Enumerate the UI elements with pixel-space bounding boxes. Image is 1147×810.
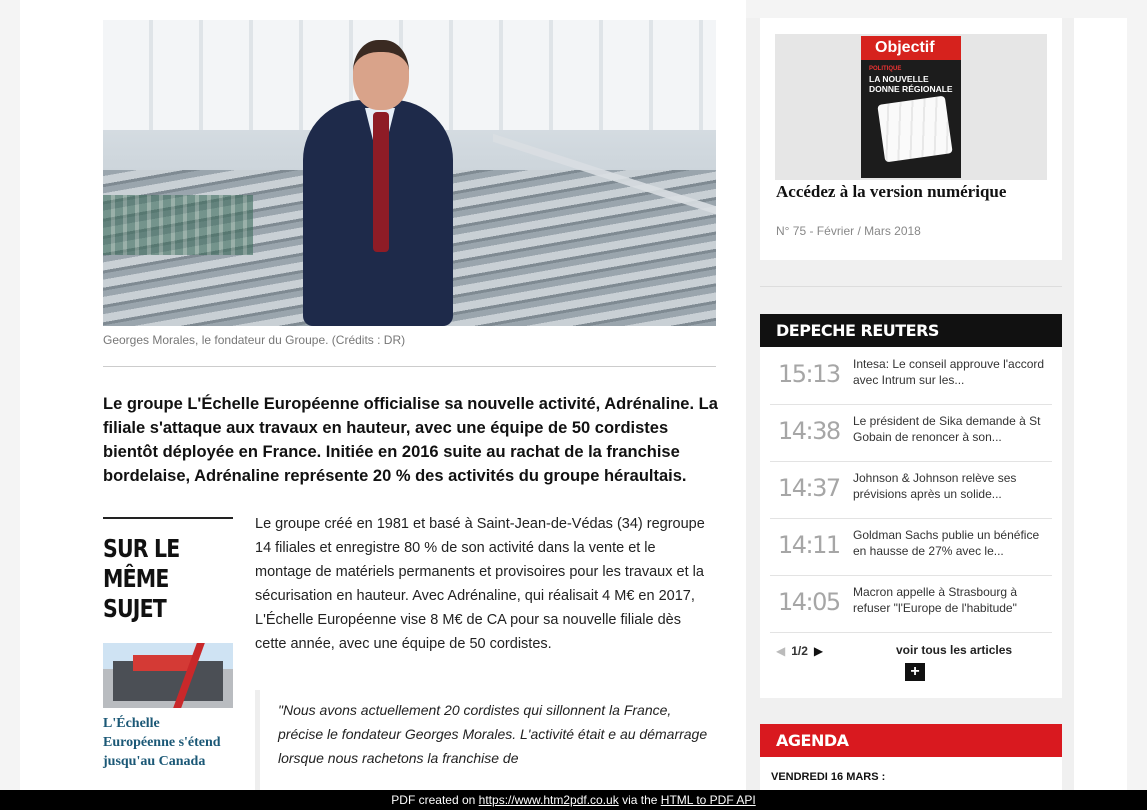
reuters-headline[interactable]: Johnson & Johnson relève ses prévisions après un solide...	[853, 471, 1017, 501]
see-all-articles-link[interactable]: voir tous les articles	[896, 643, 1013, 657]
article-hero-photo	[103, 20, 716, 326]
footer-middle: via the	[622, 793, 658, 807]
magazine-issue: N° 75 - Février / Mars 2018	[776, 224, 921, 238]
photo-tie	[373, 112, 389, 252]
reuters-item[interactable]	[770, 348, 1052, 405]
plus-button[interactable]: +	[905, 663, 925, 681]
footer-api-link[interactable]: HTML to PDF API	[660, 793, 756, 807]
cover-cards-illustration	[877, 96, 952, 163]
photo-head	[353, 40, 409, 110]
reuters-time: 14:11	[778, 531, 840, 559]
pager-indicator: 1/2	[791, 644, 808, 658]
reuters-time: 14:37	[778, 474, 840, 502]
reuters-headline[interactable]: Macron appelle à Strasbourg à refuser "l'Europe de l'habitude"	[853, 585, 1018, 615]
reuters-item[interactable]	[770, 462, 1052, 519]
related-divider	[103, 517, 233, 519]
photo-green-profiles	[103, 195, 253, 255]
reuters-time: 14:38	[778, 417, 840, 445]
related-article-link[interactable]: L'Échelle Européenne s'étend jusqu'au Canada	[103, 716, 221, 769]
reuters-headline[interactable]: Goldman Sachs publie un bénéfice en hausse de 27% avec le...	[853, 528, 1040, 558]
magazine-title-link[interactable]: Accédez à la version numérique	[776, 182, 1007, 201]
magazine-cover[interactable]	[861, 36, 961, 178]
reuters-item[interactable]	[770, 519, 1052, 576]
footer-site-link[interactable]: https://www.htm2pdf.co.uk	[478, 793, 619, 807]
prev-page-arrow-icon[interactable]: ◀	[776, 644, 786, 658]
caption-divider	[103, 366, 716, 367]
photo-caption: Georges Morales, le fondateur du Groupe. (Crédits : DR)	[103, 333, 406, 347]
photo-person	[303, 40, 453, 326]
related-thumbnail[interactable]	[103, 643, 233, 708]
article-body: Le groupe créé en 1981 et basé à Saint-Jean-de-Védas (34) regroupe 14 filiales et enregistre 80 % de son activité dans la vente et le montage de matériels permanents et provisoires pour les travaux et la sécurisation en hauteur. Avec Adrénaline, qui réalisait 4 M€ en 2017, L'Échelle Européenne vise 8 M€ de CA pour sa nouvelle filiale dès cette année, avec une équipe de 50 cordistes.	[255, 516, 705, 652]
related-heading: SUR LE MÊME SUJET	[103, 534, 180, 623]
thumbnail-sign	[133, 655, 193, 671]
reuters-time: 14:05	[778, 588, 840, 616]
photo-railing	[493, 134, 716, 326]
footer-prefix: PDF created on	[391, 793, 476, 807]
next-page-arrow-icon[interactable]: ▶	[813, 644, 824, 658]
article-lead: Le groupe L'Échelle Européenne officialise sa nouvelle activité, Adrénaline. La filiale s'attaque aux travaux en hauteur, avec une équipe de 50 cordistes bientôt déployée en France. Initiée en 2016 suite au rachat de la franchise bordelaise, Adrénaline représente 20 % des activités du groupe héraultais.	[103, 395, 718, 485]
page-margin-left	[20, 0, 72, 790]
quote-text: "Nous avons actuellement 20 cordistes qui sillonnent la France, précise le fondateur Georges Morales. L'activité était e au démarrage lorsque nous rachetons la franchise de	[278, 702, 708, 766]
cover-kicker: POLITIQUE	[869, 66, 902, 72]
reuters-headline[interactable]: Le président de Sika demande à St Gobain de renoncer à son...	[853, 414, 1041, 444]
pdf-footer	[0, 790, 1147, 810]
reuters-headline[interactable]: Intesa: Le conseil approuve l'accord avec Intrum sur les...	[853, 357, 1045, 387]
agenda-heading: AGENDA	[760, 724, 1062, 757]
reuters-heading: DEPECHE REUTERS	[760, 314, 1062, 347]
reuters-item[interactable]	[770, 405, 1052, 462]
cover-headline: LA NOUVELLE DONNE RÉGIONALE	[869, 74, 953, 94]
reuters-item[interactable]	[770, 576, 1052, 633]
cover-masthead: Objectif	[861, 36, 961, 60]
article-quote	[255, 690, 715, 790]
reuters-pager	[776, 644, 823, 658]
agenda-date: VENDREDI 16 MARS :	[771, 771, 886, 783]
sidebar-divider	[760, 286, 1062, 287]
page-margin-right	[1074, 18, 1127, 790]
reuters-time: 15:13	[778, 360, 840, 388]
